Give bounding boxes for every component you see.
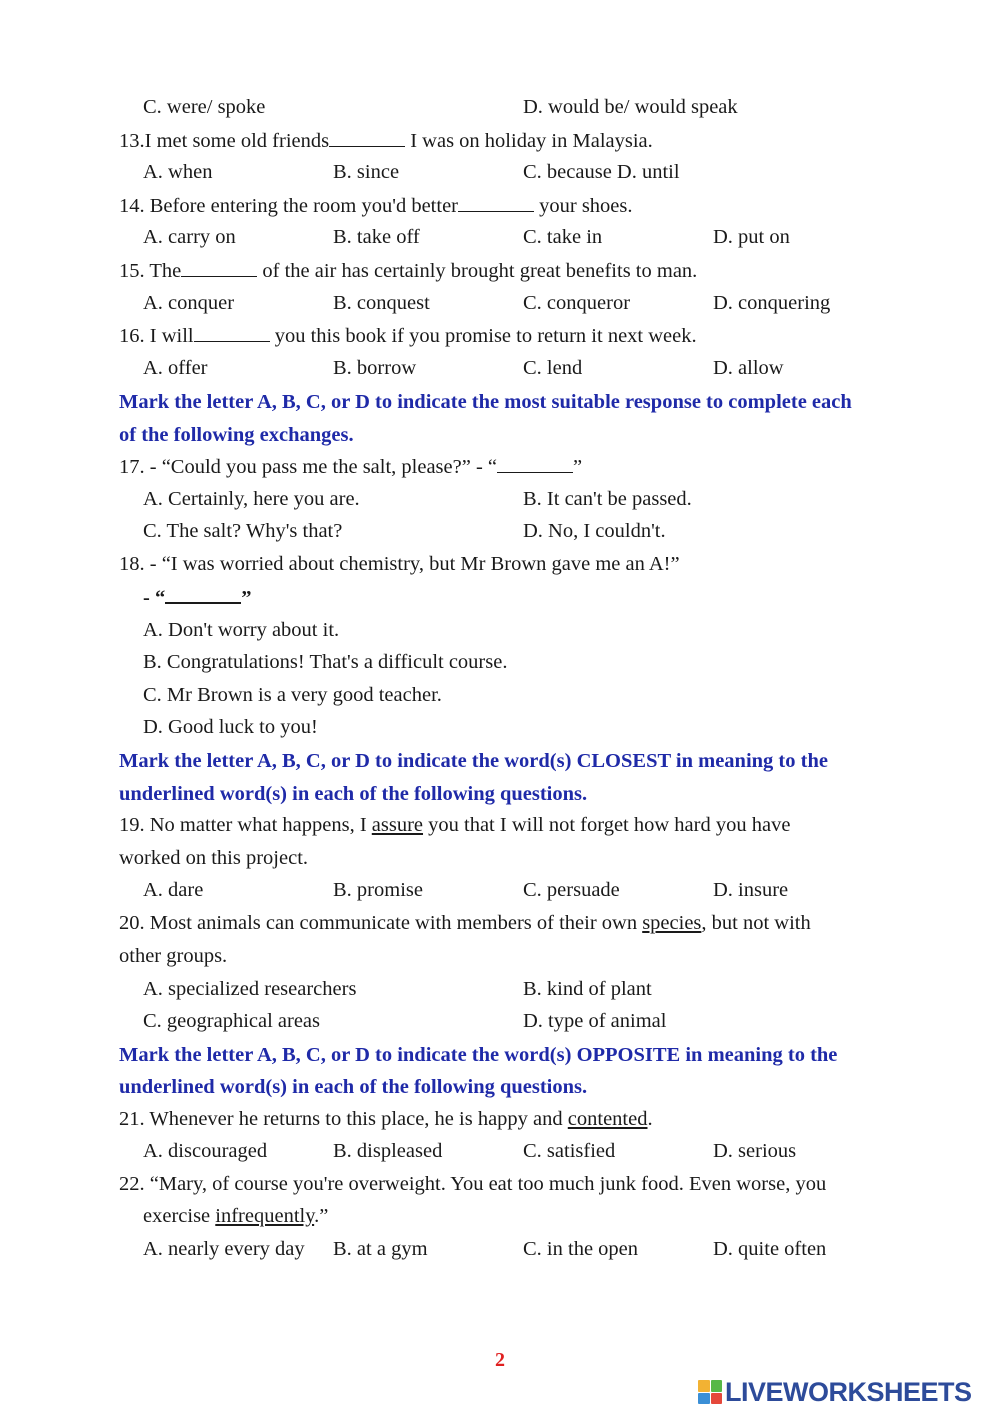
underlined-word: infrequently bbox=[215, 1205, 315, 1227]
q21-stem: 21. Whenever he returns to this place, he is happy and contented. bbox=[119, 1108, 653, 1130]
q20-option-a: A. specialized researchers bbox=[143, 978, 357, 1000]
q19-stem: 19. No matter what happens, I assure you that I will not forget how hard you have bbox=[119, 814, 791, 836]
q18-option-a: A. Don't worry about it. bbox=[143, 619, 340, 641]
q12-option-d: D. would be/ would speak bbox=[523, 96, 738, 118]
q16-option-c: C. lend bbox=[523, 357, 583, 379]
q20-stem: 20. Most animals can communicate with members of their own species, but not with bbox=[119, 912, 811, 934]
instruction-heading: of the following exchanges. bbox=[119, 424, 354, 446]
q22-option-a: A. nearly every day bbox=[143, 1238, 305, 1260]
logo-square bbox=[698, 1380, 710, 1392]
answer-blank[interactable] bbox=[497, 452, 573, 473]
liveworksheets-logo[interactable] bbox=[698, 1378, 972, 1406]
answer-blank[interactable] bbox=[458, 191, 534, 212]
q15-stem: 15. The of the air has certainly brought great benefits to man. bbox=[119, 256, 697, 285]
underlined-word: species bbox=[642, 912, 702, 934]
q21-option-d: D. serious bbox=[713, 1140, 797, 1162]
q22-option-c: C. in the open bbox=[523, 1238, 639, 1260]
q20-option-d: D. type of animal bbox=[523, 1010, 667, 1032]
answer-blank[interactable] bbox=[165, 582, 241, 604]
q20-option-b: B. kind of plant bbox=[523, 978, 652, 1000]
q18-reply: - “ ” bbox=[143, 582, 251, 612]
instruction-heading: Mark the letter A, B, C, or D to indicate the word(s) OPPOSITE in meaning to the bbox=[119, 1044, 838, 1066]
q15-option-d: D. conquering bbox=[713, 292, 831, 314]
logo-square bbox=[711, 1380, 723, 1392]
q20-stem-cont: other groups. bbox=[119, 945, 228, 967]
q16-option-b: B. borrow bbox=[333, 357, 417, 379]
logo-text: LIVEWORKSHEETS bbox=[725, 1376, 972, 1407]
q14-option-c: C. take in bbox=[523, 226, 603, 248]
answer-blank[interactable] bbox=[194, 321, 270, 342]
underlined-word: contented bbox=[567, 1108, 648, 1130]
q21-option-b: B. displeased bbox=[333, 1140, 443, 1162]
q13-option-b: B. since bbox=[333, 161, 400, 183]
q14-option-d: D. put on bbox=[713, 226, 790, 248]
q19-stem-cont: worked on this project. bbox=[119, 847, 309, 869]
answer-blank[interactable] bbox=[181, 256, 257, 277]
q17-option-b: B. It can't be passed. bbox=[523, 488, 692, 510]
q22-stem-cont: exercise infrequently.” bbox=[143, 1205, 329, 1227]
liveworksheets-logo-icon bbox=[698, 1380, 722, 1404]
q14-stem: 14. Before entering the room you'd better your shoes. bbox=[119, 191, 633, 220]
q16-option-d: D. allow bbox=[713, 357, 784, 379]
page-number: 2 bbox=[495, 1349, 505, 1371]
q15-option-a: A. conquer bbox=[143, 292, 235, 314]
q18-option-d: D. Good luck to you! bbox=[143, 716, 318, 738]
logo-square bbox=[711, 1393, 723, 1405]
q14-option-b: B. take off bbox=[333, 226, 420, 248]
q14-option-a: A. carry on bbox=[143, 226, 236, 248]
instruction-heading: Mark the letter A, B, C, or D to indicate the most suitable response to complete each bbox=[119, 391, 852, 413]
q18-option-c: C. Mr Brown is a very good teacher. bbox=[143, 684, 442, 706]
q13-option-cd: C. because D. until bbox=[523, 161, 680, 183]
q17-option-c: C. The salt? Why's that? bbox=[143, 520, 343, 542]
underlined-word: assure bbox=[371, 814, 424, 836]
q19-option-a: A. dare bbox=[143, 879, 204, 901]
q16-option-a: A. offer bbox=[143, 357, 208, 379]
q22-option-d: D. quite often bbox=[713, 1238, 827, 1260]
q21-option-a: A. discouraged bbox=[143, 1140, 268, 1162]
q19-option-d: D. insure bbox=[713, 879, 789, 901]
answer-blank[interactable] bbox=[329, 126, 405, 147]
q20-option-c: C. geographical areas bbox=[143, 1010, 321, 1032]
instruction-heading: underlined word(s) in each of the following questions. bbox=[119, 783, 588, 805]
q15-option-b: B. conquest bbox=[333, 292, 430, 314]
instruction-heading: underlined word(s) in each of the following questions. bbox=[119, 1076, 588, 1098]
q17-stem: 17. - “Could you pass me the salt, please?” - “ ” bbox=[119, 452, 582, 481]
q19-option-b: B. promise bbox=[333, 879, 423, 901]
q21-option-c: C. satisfied bbox=[523, 1140, 616, 1162]
q19-option-c: C. persuade bbox=[523, 879, 620, 901]
q13-stem: 13.I met some old friends I was on holiday in Malaysia. bbox=[119, 126, 653, 155]
q17-option-a: A. Certainly, here you are. bbox=[143, 488, 360, 510]
q13-option-a: A. when bbox=[143, 161, 213, 183]
instruction-heading: Mark the letter A, B, C, or D to indicate the word(s) CLOSEST in meaning to the bbox=[119, 750, 828, 772]
q15-option-c: C. conqueror bbox=[523, 292, 631, 314]
q18-stem: 18. - “I was worried about chemistry, but Mr Brown gave me an A!” bbox=[119, 553, 680, 575]
q18-option-b: B. Congratulations! That's a difficult course. bbox=[143, 651, 508, 673]
q12-option-c: C. were/ spoke bbox=[143, 96, 266, 118]
logo-square bbox=[698, 1393, 710, 1405]
q22-stem: 22. “Mary, of course you're overweight. You eat too much junk food. Even worse, you bbox=[119, 1173, 827, 1195]
q22-option-b: B. at a gym bbox=[333, 1238, 428, 1260]
q16-stem: 16. I will you this book if you promise to return it next week. bbox=[119, 321, 697, 350]
q17-option-d: D. No, I couldn't. bbox=[523, 520, 666, 542]
